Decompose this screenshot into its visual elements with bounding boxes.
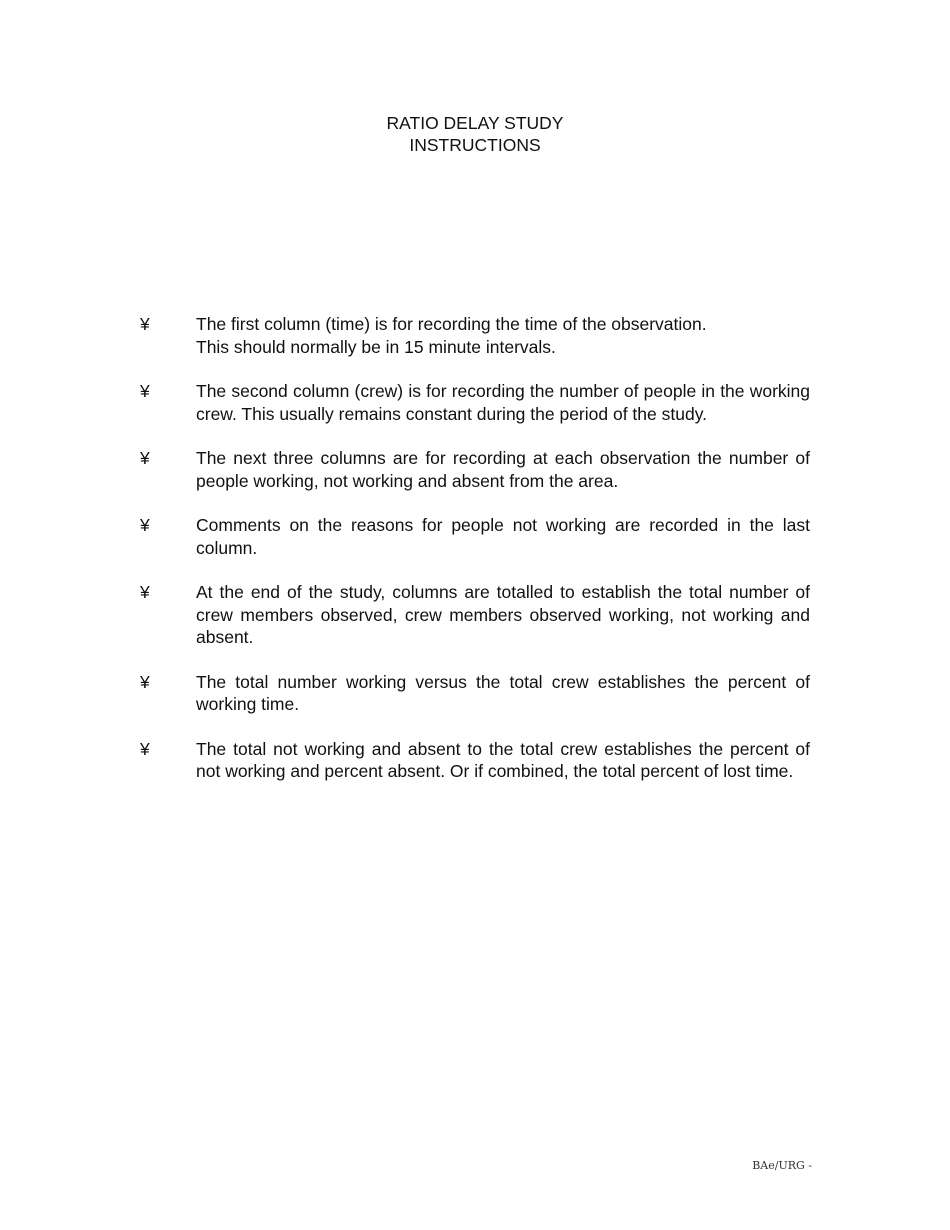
bullet-icon: ¥	[140, 448, 150, 468]
list-item	[140, 581, 810, 649]
list-item-text: At the end of the study, columns are totalled to establish the total number of crew members observed, crew members observed working, not working and absent.	[196, 582, 810, 647]
list-item-text: The total not working and absent to the total crew establishes the percent of not working and percent absent. Or if combined, the total percent of lost time.	[196, 738, 810, 781]
bullet-icon: ¥	[140, 515, 150, 535]
list-item	[140, 671, 810, 716]
list-item-text: Comments on the reasons for people not working are recorded in the last column.	[196, 515, 810, 558]
list-item	[140, 313, 810, 358]
list-item	[140, 447, 810, 492]
document-title	[0, 112, 950, 156]
list-item-text: The total number working versus the total crew establishes the percent of working time.	[196, 671, 810, 714]
list-item	[140, 514, 810, 559]
bullet-icon: ¥	[140, 582, 150, 602]
title-line-2: INSTRUCTIONS	[409, 135, 541, 155]
list-item	[140, 738, 810, 783]
bullet-icon: ¥	[140, 314, 150, 334]
list-item-text: The second column (crew) is for recording the number of people in the working crew. This usually remains constant during the period of the study.	[196, 381, 810, 424]
title-line-1: RATIO DELAY STUDY	[386, 113, 564, 133]
list-item-text: The next three columns are for recording at each observation the number of people working, not working and absent from the area.	[196, 448, 810, 491]
bullet-icon: ¥	[140, 738, 150, 759]
list-item-line: This should normally be in 15 minute intervals.	[196, 336, 556, 357]
bullet-icon: ¥	[140, 671, 150, 692]
bullet-icon: ¥	[140, 381, 150, 401]
list-item-text	[196, 313, 810, 358]
list-item	[140, 380, 810, 425]
instruction-list	[140, 313, 810, 805]
list-item-line: The first column (time) is for recording the time of the observation.	[196, 314, 707, 334]
page-footer: BAe/URG -	[752, 1159, 812, 1172]
